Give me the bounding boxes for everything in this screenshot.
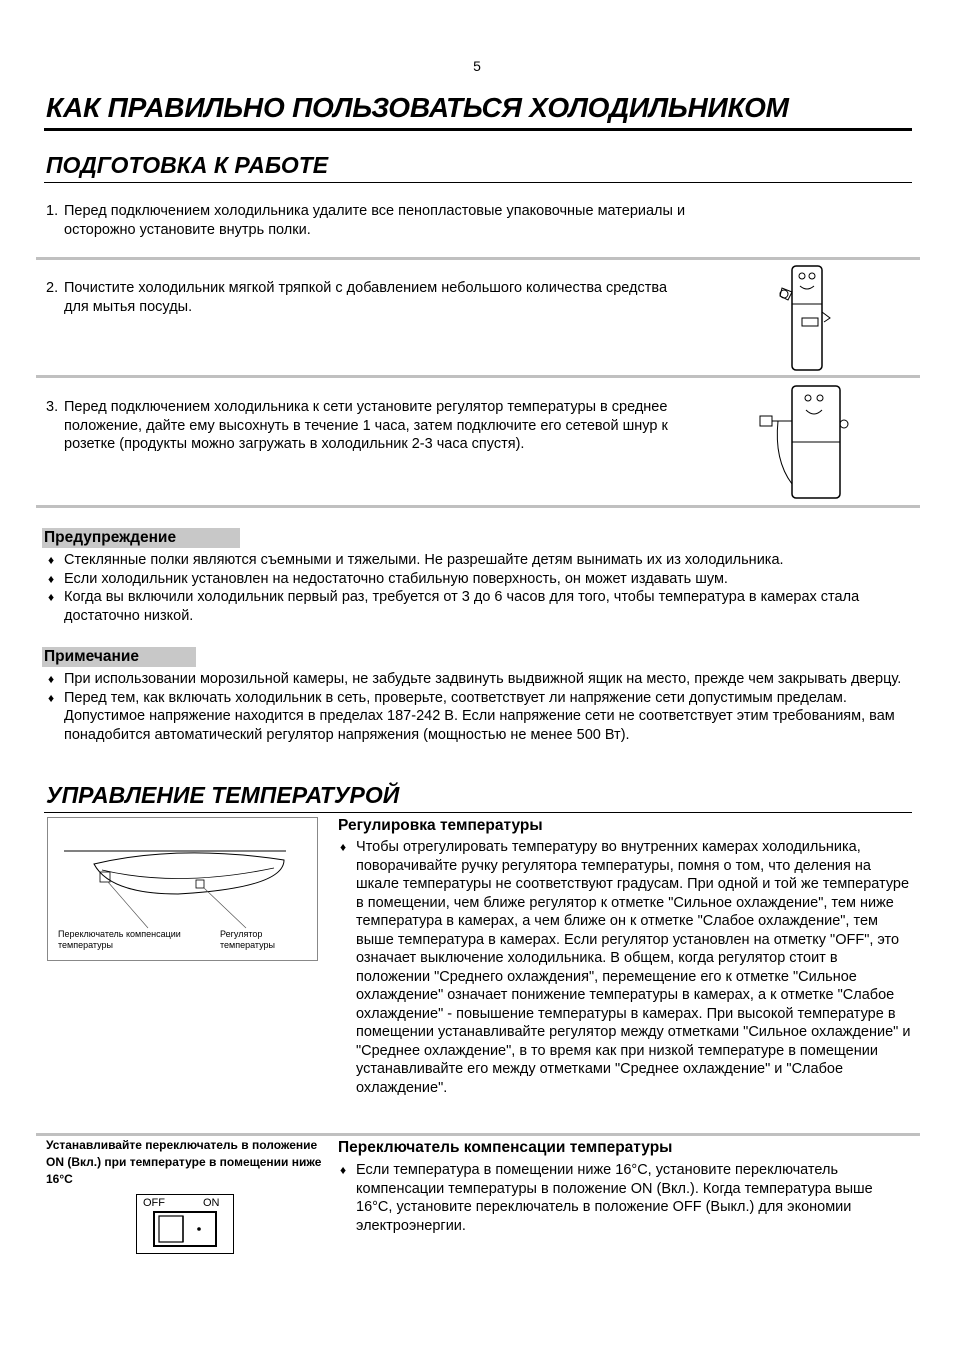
section-heading-prep: ПОДГОТОВКА К РАБОТЕ xyxy=(46,152,329,178)
step-number: 2. xyxy=(46,280,59,296)
rocker-switch-drawing xyxy=(153,1211,217,1247)
page-number: 5 xyxy=(473,58,481,74)
title-rule xyxy=(44,128,912,131)
step-text: Перед подключением холодильника к сети установите регулятор температуры в среднее положение, дайте ему высохнуть в течение 1 часа, затем подключите его сетевой шнур к розетке (продукты можно загружать в холодильник 2-3 часа спустя). xyxy=(64,399,668,452)
compensation-switch-figure xyxy=(136,1194,234,1254)
warning-label: Предупреждение xyxy=(42,528,240,548)
list-item: ♦ При использовании морозильной камеры, не забудьте задвинуть выдвижной ящик на место, прежде чем закрывать дверцу. xyxy=(48,671,902,687)
diamond-bullet-icon: ♦ xyxy=(340,1163,347,1177)
switch-label: Переключатель компенсации температуры xyxy=(58,929,181,950)
regulator-figure xyxy=(47,817,318,961)
compensation-list xyxy=(338,1161,912,1235)
warning-list xyxy=(46,551,916,625)
regulation-title: Регулировка температуры xyxy=(338,817,543,834)
step-text: Почистите холодильник мягкой тряпкой с добавлением небольшого количества средства для мытья посуды. xyxy=(64,280,668,315)
section-heading-temp: УПРАВЛЕНИЕ ТЕМПЕРАТУРОЙ xyxy=(46,782,400,808)
regulation-list xyxy=(338,838,912,1097)
diamond-bullet-icon: ♦ xyxy=(340,840,347,854)
fridge-plug-illustration xyxy=(756,380,856,502)
list-item: ♦ Стеклянные полки являются съемными и тяжелыми. Не разрешайте детям вынимать их из холодильника. xyxy=(48,552,784,568)
note-label: Примечание xyxy=(42,647,196,667)
compensation-title: Переключатель компенсации температуры xyxy=(338,1139,673,1156)
fridge-cleaning-illustration xyxy=(776,262,836,374)
divider xyxy=(36,1133,920,1136)
temp-rule xyxy=(44,812,912,813)
diamond-bullet-icon: ♦ xyxy=(48,590,55,604)
diamond-bullet-icon: ♦ xyxy=(48,690,55,705)
prep-rule xyxy=(44,182,912,183)
page-title: КАК ПРАВИЛЬНО ПОЛЬЗОВАТЬСЯ ХОЛОДИЛЬНИКОМ xyxy=(46,92,789,123)
diamond-bullet-icon: ♦ xyxy=(48,672,55,686)
diamond-bullet-icon: ♦ xyxy=(48,571,55,586)
divider xyxy=(36,375,920,378)
step-text: Перед подключением холодильника удалите все пенопластовые упаковочные материалы и осторожно установите внутрь полки. xyxy=(64,203,686,238)
list-item: ♦ Если температура в помещении ниже 16°C, установите переключатель компенсации температуры в положение ON (Вкл.). Когда температура выше 16°C, установите переключатель в положение OFF (Выкл.) для экономии электроэнергии. xyxy=(340,1162,873,1234)
list-item: ♦ Когда вы включили холодильник первый раз, требуется от 3 до 6 часов для того, чтобы температура в камерах стала достаточно низкой. xyxy=(48,589,860,624)
switch-caption: Устанавливайте переключатель в положение ON (Вкл.) при температуре в помещении ниже 16°C xyxy=(46,1138,322,1186)
switch-on-label: ON xyxy=(203,1197,220,1209)
step-number: 3. xyxy=(46,399,59,415)
list-item: ♦ Если холодильник установлен на недостаточно стабильную поверхность, он может издавать шум. xyxy=(48,570,728,587)
switch-off-label: OFF xyxy=(143,1197,165,1209)
divider xyxy=(36,257,920,260)
list-item: ♦ Перед тем, как включать холодильник в сеть, проверьте, соответствует ли напряжение сети допустимым пределам. Допустимое напряжение находится в пределах 187-242 В. Если напряжение сети не соответствует этим требованиям, вам понадобится автоматический регулятор напряжения (мощностью не менее 500 Вт). xyxy=(48,689,895,743)
step-number: 1. xyxy=(46,203,59,219)
regulator-label: Регулятор температуры xyxy=(220,929,276,950)
step-1 xyxy=(46,202,686,239)
divider xyxy=(36,505,920,508)
step-3 xyxy=(46,398,686,454)
note-list xyxy=(46,670,916,744)
step-2 xyxy=(46,279,686,316)
list-item: ♦ Чтобы отрегулировать температуру во внутренних камерах холодильника, поворачивайте ручку регулятора температуры, помня о том, что деления на шкале температуры не соответствуют градусам. При одной и той же температуре в помещении, чем ближе регулятор к отметке "Сильное охлаждение", тем ниже температура в камерах, а чем ближе он к отметке "Слабое охлаждение", тем выше температура в камерах. Если регулятор установлен на отметку "OFF", это означает выключение холодильника. В общем, когда регулятор стоит в положении "Среднего охлаждения", перемещение его к отметке "Сильное охлаждение" означает понижение температуры в камерах, а к отметке "Слабое охлаждение" - повышение температуры в камерах. При высокой температуре в помещении устанавливайте регулятор между отметками "Сильное охлаждение" и "Среднее охлаждение", в то время как при низкой температуре в помещении устанавливайте его между отметками "Среднее охлаждение" и "Слабое охлаждение". xyxy=(340,839,911,1096)
diamond-bullet-icon: ♦ xyxy=(48,553,55,567)
